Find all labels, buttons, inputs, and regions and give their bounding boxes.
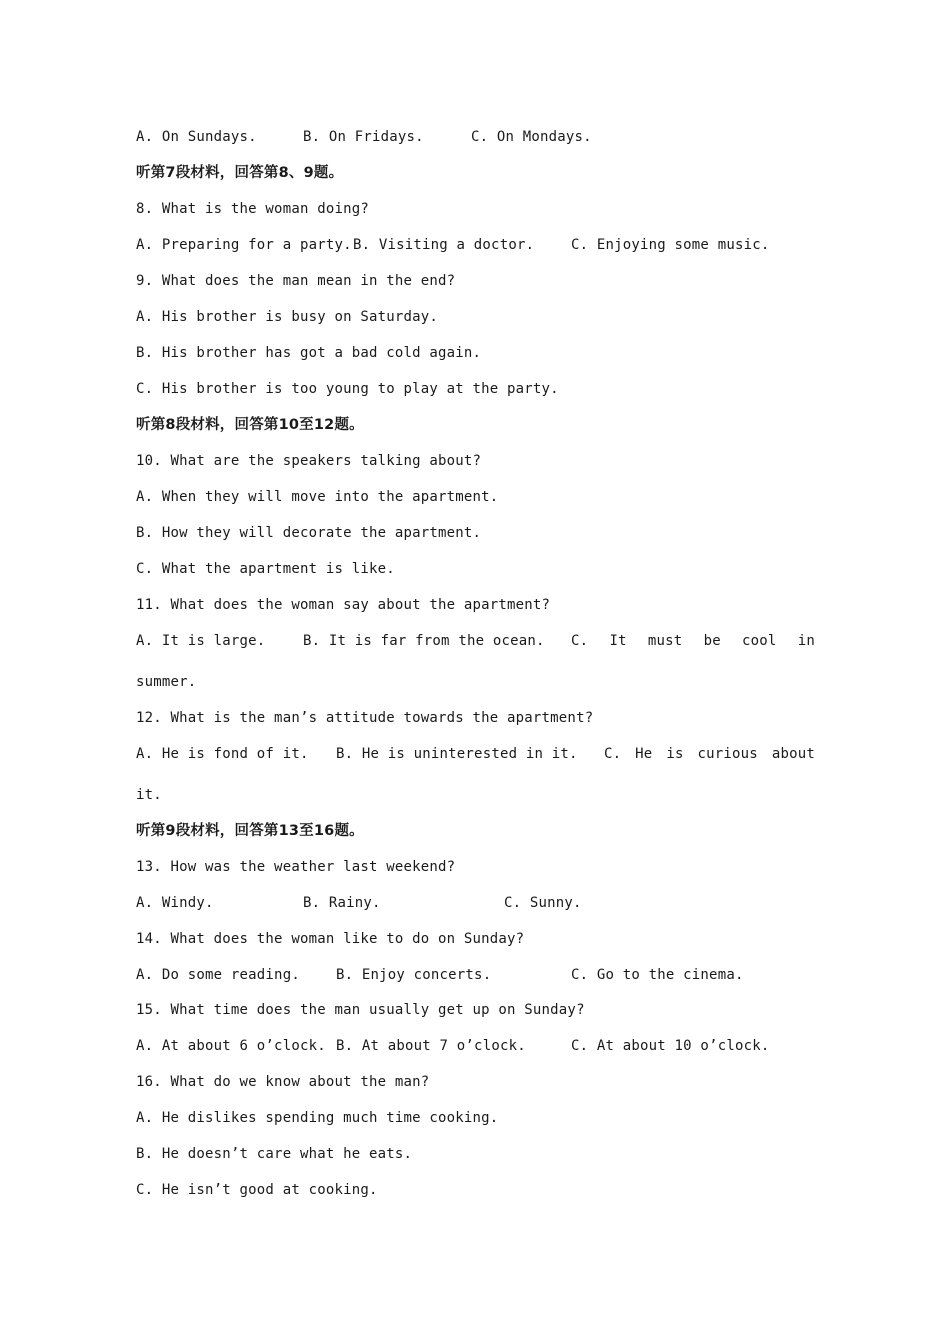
q16-option-a: A. He dislikes spending much time cooking. [136, 1110, 499, 1126]
q11-option-b: B. It is far from the ocean. [303, 633, 545, 649]
question-14: 14. What does the woman like to do on Sunday? [136, 931, 525, 947]
q10-option-c: C. What the apartment is like. [136, 561, 395, 577]
q11-option-a: A. It is large. [136, 633, 266, 649]
q10-option-b: B. How they will decorate the apartment. [136, 525, 482, 541]
q12-option-c-word: is [666, 746, 684, 762]
q12-option-c-word: C. [604, 746, 622, 762]
q12-option-c [604, 745, 815, 763]
q7-option-b: B. On Fridays. [303, 129, 424, 145]
question-9: 9. What does the man mean in the end? [136, 273, 456, 289]
section-heading-7: 听第7段材料，回答第8、9题。 [136, 165, 344, 181]
question-15: 15. What time does the man usually get up on Sunday? [136, 1002, 585, 1018]
question-12: 12. What is the man’s attitude towards the apartment? [136, 710, 594, 726]
q7-option-c: C. On Mondays. [471, 129, 592, 145]
q12-option-c-continued: it. [136, 787, 162, 803]
q11-option-c-word: C. [571, 633, 589, 649]
q8-option-a: A. Preparing for a party. [136, 237, 352, 253]
q14-option-b: B. Enjoy concerts. [336, 967, 492, 983]
q16-option-b: B. He doesn’t care what he eats. [136, 1146, 413, 1162]
q11-option-c-word: It [609, 633, 627, 649]
q15-option-c: C. At about 10 o’clock. [571, 1038, 770, 1054]
q12-option-c-word: He [635, 746, 653, 762]
question-10: 10. What are the speakers talking about? [136, 453, 482, 469]
q15-option-a: A. At about 6 o’clock. [136, 1038, 326, 1054]
q12-option-b: B. He is uninterested in it. [336, 746, 578, 762]
q13-option-c: C. Sunny. [504, 895, 582, 911]
q9-option-c: C. His brother is too young to play at the party. [136, 381, 559, 397]
q12-option-c-word: curious [697, 746, 758, 762]
q8-option-b: B. Visiting a doctor. [353, 237, 535, 253]
q7-option-a: A. On Sundays. [136, 129, 257, 145]
q9-option-a: A. His brother is busy on Saturday. [136, 309, 439, 325]
q9-option-b: B. His brother has got a bad cold again. [136, 345, 482, 361]
q11-option-c-word: cool [742, 633, 777, 649]
question-16: 16. What do we know about the man? [136, 1074, 430, 1090]
q13-option-b: B. Rainy. [303, 895, 381, 911]
q16-option-c: C. He isn’t good at cooking. [136, 1182, 378, 1198]
q13-option-a: A. Windy. [136, 895, 214, 911]
q11-option-c-word: in [797, 633, 815, 649]
q12-option-c-word: about [771, 746, 815, 762]
question-13: 13. How was the weather last weekend? [136, 859, 456, 875]
q11-option-c-word: must [647, 633, 683, 649]
q14-option-c: C. Go to the cinema. [571, 967, 744, 983]
q12-option-a: A. He is fond of it. [136, 746, 309, 762]
q10-option-a: A. When they will move into the apartment. [136, 489, 499, 505]
question-8: 8. What is the woman doing? [136, 201, 369, 217]
q15-option-b: B. At about 7 o’clock. [336, 1038, 526, 1054]
question-11: 11. What does the woman say about the apartment? [136, 597, 551, 613]
section-heading-9: 听第9段材料，回答第13至16题。 [136, 823, 364, 839]
q8-option-c: C. Enjoying some music. [571, 237, 770, 253]
q14-option-a: A. Do some reading. [136, 967, 300, 983]
q11-option-c [571, 632, 815, 650]
q11-option-c-continued: summer. [136, 674, 197, 690]
section-heading-8: 听第8段材料，回答第10至12题。 [136, 417, 364, 433]
q11-option-c-word: be [703, 633, 721, 649]
